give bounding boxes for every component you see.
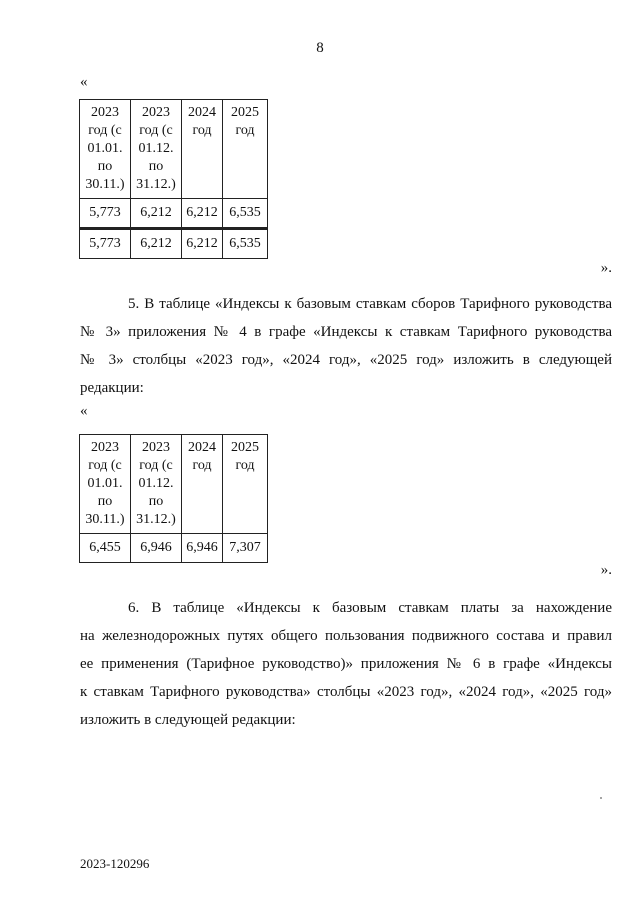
header-cell bbox=[182, 100, 223, 199]
paragraph-line: редакции: bbox=[80, 380, 144, 396]
header-line: 01.12. bbox=[138, 141, 174, 156]
paragraph-line: 5. В таблице «Индексы к базовым ставкам сборов Тарифного руководства bbox=[128, 296, 612, 312]
document-code: 2023-120296 bbox=[80, 856, 150, 871]
table-cell: 6,212 bbox=[131, 199, 182, 229]
header-line: по bbox=[148, 159, 164, 174]
header-line: год (с bbox=[88, 458, 122, 473]
opening-quote: « bbox=[80, 74, 88, 90]
header-line: 01.01. bbox=[87, 476, 123, 491]
header-line: 2023 bbox=[142, 105, 170, 120]
table-row bbox=[80, 229, 268, 259]
header-line: 01.01. bbox=[87, 141, 123, 156]
table-cell: 6,455 bbox=[80, 534, 131, 563]
header-line: 2024 bbox=[188, 440, 216, 455]
scan-speck bbox=[600, 797, 602, 799]
page-number: 8 bbox=[316, 40, 324, 56]
header-line: год bbox=[192, 458, 212, 473]
header-cell bbox=[182, 435, 223, 534]
opening-quote: « bbox=[80, 403, 88, 419]
table-row bbox=[80, 534, 268, 563]
paragraph-line: 6. В таблице «Индексы к базовым ставкам платы за нахождение bbox=[128, 600, 612, 616]
header-line: 2024 bbox=[188, 105, 216, 120]
paragraph-line: к ставкам Тарифного руководства» столбцы «2023 год», «2024 год», «2025 год» bbox=[80, 684, 612, 700]
header-cell bbox=[131, 435, 182, 534]
header-line: год (с bbox=[139, 123, 173, 138]
table-header-row bbox=[80, 100, 268, 199]
table-cell: 6,535 bbox=[223, 229, 268, 259]
header-cell bbox=[131, 100, 182, 199]
closing-quote: ». bbox=[600, 260, 612, 276]
header-line: 30.11.) bbox=[85, 177, 125, 192]
header-line: по bbox=[97, 159, 113, 174]
header-line: 31.12.) bbox=[136, 177, 176, 192]
header-line: год bbox=[235, 458, 255, 473]
header-line: 30.11.) bbox=[85, 512, 125, 527]
header-cell bbox=[223, 435, 268, 534]
closing-quote: ». bbox=[600, 562, 612, 578]
paragraph-line: изложить в следующей редакции: bbox=[80, 712, 296, 728]
table-cell: 6,212 bbox=[131, 229, 182, 259]
index-table-2 bbox=[79, 434, 268, 563]
header-cell bbox=[223, 100, 268, 199]
paragraph-5 bbox=[80, 290, 612, 402]
paragraph-6 bbox=[80, 594, 612, 734]
header-line: год bbox=[235, 123, 255, 138]
header-line: год (с bbox=[88, 123, 122, 138]
index-table-1 bbox=[79, 99, 268, 259]
table-cell: 6,535 bbox=[223, 199, 268, 229]
table-cell: 6,212 bbox=[182, 199, 223, 229]
paragraph-line: на железнодорожных путях общего пользования подвижного состава и правил bbox=[80, 628, 612, 644]
header-line: 2025 bbox=[231, 105, 259, 120]
header-line: 2023 bbox=[91, 105, 119, 120]
table-header-row bbox=[80, 435, 268, 534]
header-line: 2023 bbox=[91, 440, 119, 455]
header-line: 2023 bbox=[142, 440, 170, 455]
table-cell: 6,946 bbox=[182, 534, 223, 563]
header-line: год (с bbox=[139, 458, 173, 473]
header-line: год bbox=[192, 123, 212, 138]
header-line: по bbox=[97, 494, 113, 509]
paragraph-line: № 3» приложения № 4 в графе «Индексы к ставкам Тарифного руководства bbox=[80, 324, 612, 340]
header-line: 31.12.) bbox=[136, 512, 176, 527]
table-row bbox=[80, 199, 268, 229]
header-line: 2025 bbox=[231, 440, 259, 455]
header-cell bbox=[80, 435, 131, 534]
header-line: 01.12. bbox=[138, 476, 174, 491]
header-cell bbox=[80, 100, 131, 199]
paragraph-line: ее применения (Тарифное руководство)» приложения № 6 в графе «Индексы bbox=[80, 656, 612, 672]
table-cell: 5,773 bbox=[80, 199, 131, 229]
table-cell: 7,307 bbox=[223, 534, 268, 563]
table-cell: 6,212 bbox=[182, 229, 223, 259]
paragraph-line: № 3» столбцы «2023 год», «2024 год», «2025 год» изложить в следующей bbox=[80, 352, 612, 368]
table-cell: 6,946 bbox=[131, 534, 182, 563]
header-line: по bbox=[148, 494, 164, 509]
table-cell: 5,773 bbox=[80, 229, 131, 259]
